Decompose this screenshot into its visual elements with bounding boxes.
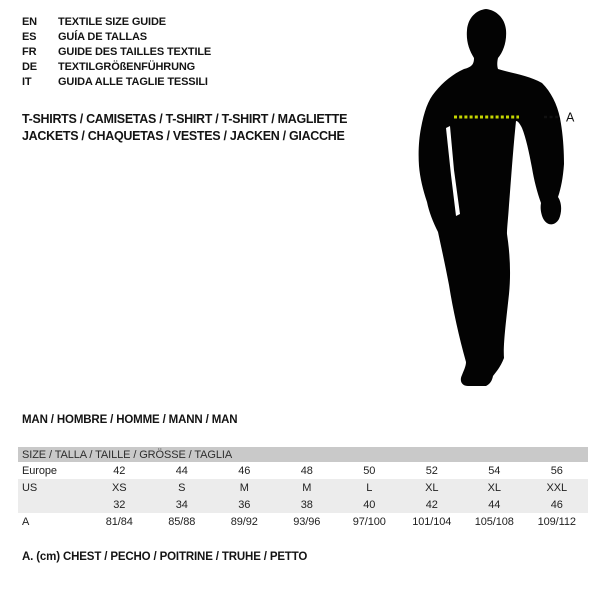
language-code: IT: [22, 76, 32, 88]
row-label: US: [22, 481, 38, 494]
cell: 36: [238, 498, 251, 511]
cell: 44: [175, 464, 188, 477]
cell: 50: [363, 464, 376, 477]
table-row-alt-size: [18, 496, 588, 513]
language-row: [22, 60, 211, 75]
cell: 46: [238, 464, 251, 477]
language-list: [22, 15, 211, 90]
language-code: DE: [22, 61, 37, 73]
language-row: [22, 15, 211, 30]
language-row: [22, 45, 211, 60]
cell: 32: [113, 498, 126, 511]
cell: 54: [488, 464, 501, 477]
cell: 109/112: [537, 516, 576, 528]
cell: 38: [300, 498, 313, 511]
cell: 101/104: [412, 516, 452, 528]
size-table-header: SIZE / TALLA / TAILLE / GRÖSSE / TAGLIA: [18, 447, 588, 462]
cell: 52: [425, 464, 438, 477]
language-label: TEXTILE SIZE GUIDE: [58, 16, 166, 28]
size-table: [18, 447, 588, 531]
cell: M: [239, 481, 249, 494]
cell: XL: [425, 481, 439, 494]
cell: 81/84: [105, 516, 133, 528]
cell: XL: [487, 481, 501, 494]
category-line-jackets: JACKETS / CHAQUETAS / VESTES / JACKEN / GIACCHE: [22, 128, 345, 143]
table-row-europe: [18, 462, 588, 479]
language-code: FR: [22, 46, 37, 58]
cell: 40: [363, 498, 376, 511]
language-code: ES: [22, 31, 37, 43]
language-row: [22, 30, 211, 45]
cell: 85/88: [168, 516, 196, 528]
cell: 42: [425, 498, 438, 511]
cell: 44: [488, 498, 501, 511]
section-title-man: MAN / HOMBRE / HOMME / MANN / MAN: [22, 414, 238, 426]
chest-measure-label: A: [566, 110, 575, 125]
row-label: A: [22, 516, 30, 528]
measurement-footnote: A. (cm) CHEST / PECHO / POITRINE / TRUHE / PETTO: [22, 551, 308, 563]
cell: 48: [300, 464, 313, 477]
language-code: EN: [22, 16, 37, 28]
cell: 46: [550, 498, 563, 511]
cell: 42: [113, 464, 126, 477]
language-label: GUÍA DE TALLAS: [58, 31, 147, 43]
table-row-chest-a: [18, 513, 588, 531]
category-line-tshirts: T-SHIRTS / CAMISETAS / T-SHIRT / T-SHIRT / MAGLIETTE: [22, 112, 348, 126]
cell: 89/92: [230, 516, 258, 528]
cell: XS: [112, 481, 127, 494]
cell: 105/108: [474, 516, 514, 528]
cell: L: [366, 481, 373, 494]
cell: M: [302, 481, 312, 494]
row-label: Europe: [22, 464, 57, 477]
language-row: [22, 75, 211, 90]
cell: 97/100: [352, 516, 386, 528]
cell: S: [178, 481, 186, 494]
table-row-us: [18, 479, 588, 496]
man-silhouette: [419, 9, 564, 386]
garment-categories: [22, 111, 347, 144]
cell: 34: [175, 498, 188, 511]
cell: XXL: [546, 481, 567, 494]
cell: 93/96: [293, 516, 321, 528]
man-silhouette-figure: [408, 0, 600, 400]
language-label: GUIDE DES TAILLES TEXTILE: [58, 46, 212, 58]
cell: 56: [550, 464, 563, 477]
language-label: GUIDA ALLE TAGLIE TESSILI: [58, 76, 208, 88]
language-label: TEXTILGRÖßENFÜHRUNG: [58, 61, 196, 73]
